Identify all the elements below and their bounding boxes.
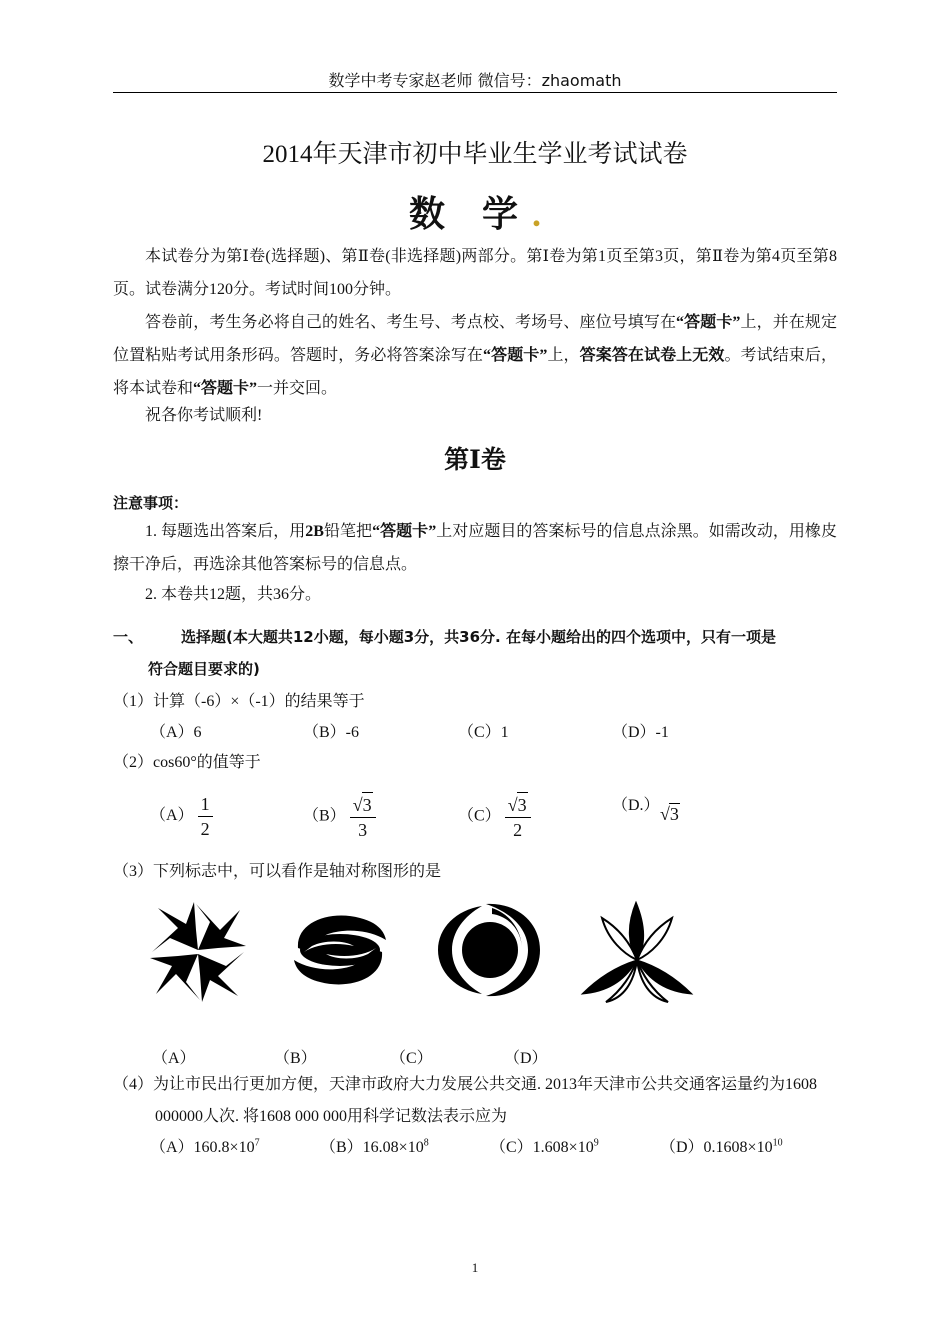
page-number: 1 [471, 1260, 479, 1275]
note-1 [113, 515, 837, 581]
subject-dot: . [532, 194, 541, 234]
q4-option-c-text: （C）1.608×10 [490, 1139, 594, 1156]
fraction-sqrt3-over-3 [350, 792, 376, 842]
note-1-text: 1. 每题选出答案后，用 [145, 523, 306, 540]
volume-title: 第Ⅰ卷 [444, 447, 506, 474]
q4-option-b [320, 1134, 429, 1157]
radicand: 3 [669, 804, 679, 824]
q3-label-b: （B） [274, 1050, 317, 1067]
logo-d-trefoil-icon [578, 898, 696, 1006]
radical-sign: √ [507, 795, 518, 815]
logo-c-crescent-circle-icon [436, 900, 542, 1000]
sqrt-icon [660, 803, 680, 825]
numerator [505, 792, 531, 818]
exponent: 8 [423, 1137, 429, 1149]
fraction-sqrt3-over-2 [505, 792, 531, 842]
question-1-stem: （1）计算（-6）×（-1）的结果等于 [113, 693, 365, 710]
sqrt-icon [353, 792, 373, 817]
answer-card-term: “答题卡” [483, 347, 548, 364]
section-instruction-line-2: 符合题目要求的) [148, 660, 260, 678]
answer-card-term: “答题卡” [193, 380, 258, 397]
q4-option-a [150, 1134, 260, 1157]
question-4-stem-line-1: （4）为让市民出行更加方便，天津市政府大力发展公共交通. 2013年天津市公共交通客运量约为1608 [113, 1076, 818, 1093]
invalid-answer-warning: 答案答在试卷上无效 [579, 347, 725, 364]
q2-option-a [150, 792, 213, 841]
section-instruction-line-1: 选择题(本大题共12小题，每小题3分，共36分. 在每小题给出的四个选项中，只有一项是 [181, 628, 776, 646]
good-luck-line: 祝各你考试顺利! [145, 407, 263, 424]
intro-p2-text: 答卷前，考生务必将自己的姓名、考生号、考点校、考场号、座位号填写在 [145, 314, 677, 331]
q3-label-c: （C） [390, 1050, 433, 1067]
note-2: 2. 本卷共12题，共36分。 [145, 586, 322, 603]
note-1-text: 铅笔把 [323, 523, 373, 540]
answer-card-term: “答题卡” [372, 523, 437, 540]
q1-option-a: （A）6 [150, 724, 202, 741]
q3-label-a: （A） [152, 1050, 196, 1067]
q4-option-d [660, 1134, 783, 1157]
q2-option-b [303, 792, 376, 842]
intro-paragraph-1: 本试卷分为第Ⅰ卷(选择题)、第Ⅱ卷(非选择题)两部分。第Ⅰ卷为第1页至第3页，第Ⅱ卷为第4页至第8页。试卷满分120分。考试时间100分钟。 [113, 248, 837, 298]
radical-sign: √ [660, 804, 670, 824]
question-3-stem: （3）下列标志中，可以看作是轴对称图形的是 [113, 863, 442, 880]
q2-option-a-label: （A） [150, 807, 194, 825]
sqrt-icon [508, 792, 528, 817]
denominator: 3 [358, 820, 368, 840]
subject-title [0, 186, 950, 237]
q2-option-d-value [660, 803, 680, 825]
intro-p2-text: 上，并在规定位置粘贴考试用条形码。答题时，务必将答案涂写在 [113, 314, 837, 364]
q4-option-a-text: （A）160.8×10 [150, 1139, 255, 1156]
numerator [350, 792, 376, 818]
intro-p2-text: 上， [547, 347, 580, 364]
q1-option-d: （D）-1 [612, 724, 669, 741]
radical-sign: √ [352, 795, 363, 815]
intro-p2-text: 一并交回。 [257, 380, 338, 397]
exponent: 10 [772, 1137, 783, 1149]
numerator: 1 [198, 792, 213, 817]
answer-card-term: “答题卡” [676, 314, 741, 331]
q3-label-d: （D） [504, 1050, 548, 1067]
intro-paragraph-2 [113, 306, 837, 405]
q2-option-d-label: （D.） [612, 797, 660, 814]
logo-b-split-ellipse-icon [290, 900, 390, 1000]
q2-option-b-label: （B） [303, 807, 346, 825]
fraction-one-half [198, 792, 213, 841]
logo-a-star-pinwheel-icon [148, 900, 248, 1005]
radicand: 3 [362, 792, 373, 817]
exam-title: 2014年天津市初中毕业生学业考试试卷 [262, 141, 688, 168]
radicand: 3 [517, 792, 528, 817]
exponent: 7 [254, 1137, 260, 1149]
question-2-stem: （2）cos60°的值等于 [113, 754, 261, 771]
q4-option-d-text: （D）0.1608×10 [660, 1139, 773, 1156]
exponent: 9 [593, 1137, 599, 1149]
q1-option-c: （C）1 [458, 724, 509, 741]
q4-option-b-text: （B）16.08×10 [320, 1139, 424, 1156]
denominator: 2 [513, 820, 523, 840]
q2-option-c-label: （C） [458, 807, 501, 825]
intro-p2-text: 。考试结束后，将本试卷和 [113, 347, 837, 397]
header-rule [113, 92, 837, 93]
q2-option-c [458, 792, 531, 842]
q4-option-c [490, 1134, 599, 1157]
question-4-stem-line-2: 000000人次. 将1608 000 000用科学记数法表示应为 [155, 1108, 508, 1125]
subject-text: 数 学 [408, 194, 532, 234]
section-number: 一、 [113, 628, 144, 646]
pencil-type: 2B [305, 523, 324, 540]
page-header: 数学中考专家赵老师 微信号：zhaomath [328, 71, 622, 90]
denominator: 2 [200, 819, 210, 839]
notes-heading: 注意事项： [113, 494, 189, 512]
q1-option-b: （B）-6 [303, 724, 360, 741]
note-1-text: 上对应题目的答案标号的信息点涂黑。如需改动，用橡皮擦干净后，再选涂其他答案标号的信息点。 [113, 523, 837, 573]
